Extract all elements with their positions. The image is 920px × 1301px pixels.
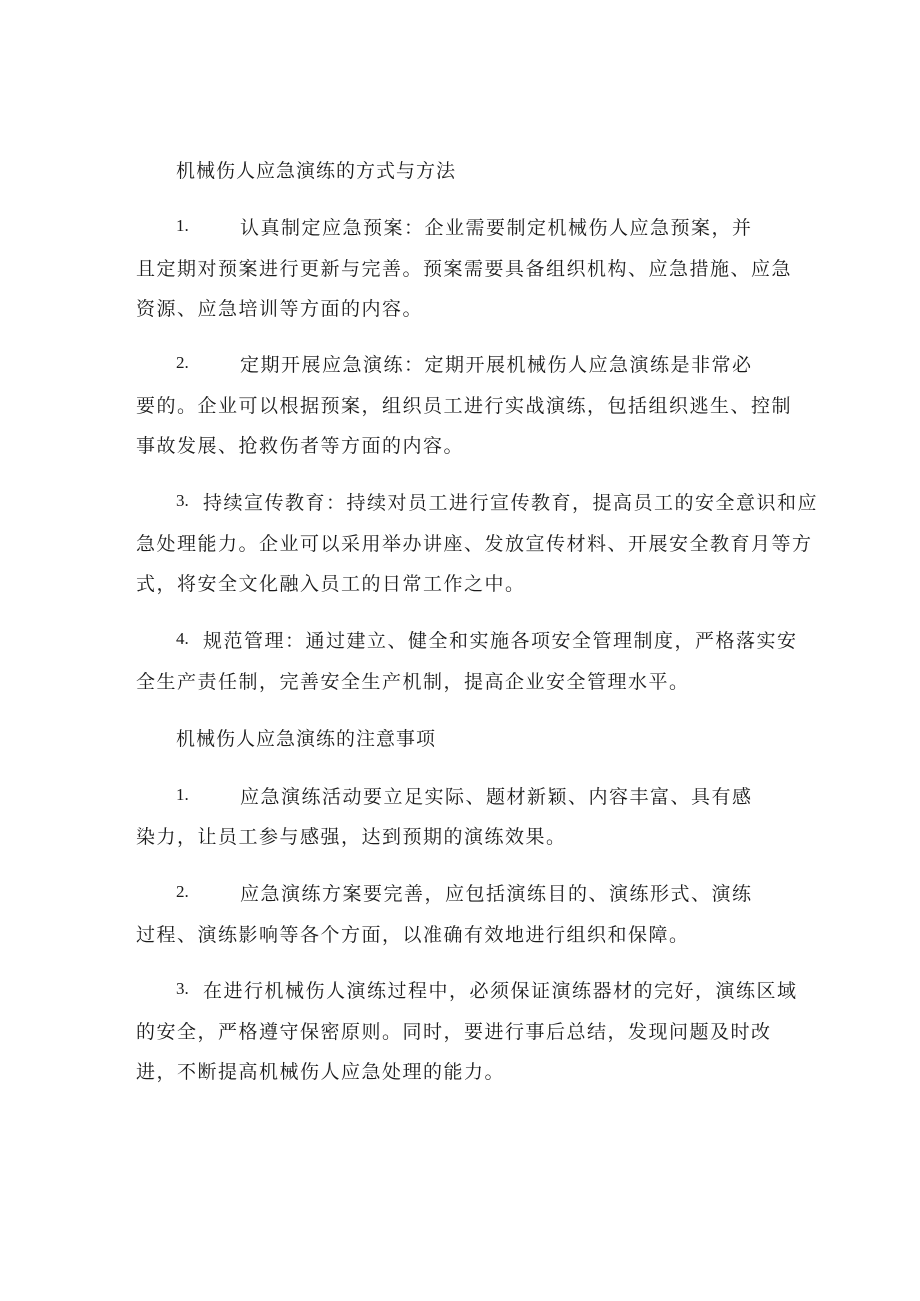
item-number: 1. [176,785,189,804]
paragraph-line: 的安全，严格遵守保密原则。同时，要进行事后总结，发现问题及时改 [136,1021,772,1043]
paragraph-line: 染力，让员工参与感强，达到预期的演练效果。 [136,826,567,848]
paragraph-line: 要的。企业可以根据预案，组织员工进行实战演练，包括组织逃生、控制 [136,395,793,417]
item-number: 2. [176,353,189,372]
item-number: 3. [176,491,189,510]
paragraph-line: 在进行机械伤人演练过程中，必须保证演练器材的完好，演练区域 [203,980,798,1002]
paragraph-line: 进，不断提高机械伤人应急处理的能力。 [136,1061,506,1083]
paragraph-line: 定期开展应急演练：定期开展机械伤人应急演练是非常必 [240,354,753,376]
paragraph-line: 全生产责任制，完善安全生产机制，提高企业安全管理水平。 [136,671,690,693]
paragraph-line: 事故发展、抢救伤者等方面的内容。 [136,435,465,457]
paragraph-line: 规范管理：通过建立、健全和实施各项安全管理制度，严格落实安 [203,630,798,652]
item-number: 1. [176,216,189,235]
section-heading: 机械伤人应急演练的注意事项 [176,728,437,750]
item-number: 3. [176,979,189,998]
paragraph-line: 应急演练方案要完善，应包括演练目的、演练形式、演练 [240,883,753,905]
item-number: 4. [176,629,189,648]
paragraph-line: 资源、应急培训等方面的内容。 [136,298,424,320]
paragraph-line: 急处理能力。企业可以采用举办讲座、发放宣传材料、开展安全教育月等方 [136,533,813,555]
paragraph-line: 式，将安全文化融入员工的日常工作之中。 [136,573,526,595]
section-heading: 机械伤人应急演练的方式与方法 [176,160,457,182]
paragraph-line: 认真制定应急预案：企业需要制定机械伤人应急预案，并 [240,217,753,239]
paragraph-line: 持续宣传教育：持续对员工进行宣传教育，提高员工的安全意识和应 [203,492,819,514]
paragraph-line: 且定期对预案进行更新与完善。预案需要具备组织机构、应急措施、应急 [136,258,793,280]
paragraph-line: 应急演练活动要立足实际、题材新颖、内容丰富、具有感 [240,786,753,808]
item-number: 2. [176,882,189,901]
paragraph-line: 过程、演练影响等各个方面，以准确有效地进行组织和保障。 [136,924,690,946]
